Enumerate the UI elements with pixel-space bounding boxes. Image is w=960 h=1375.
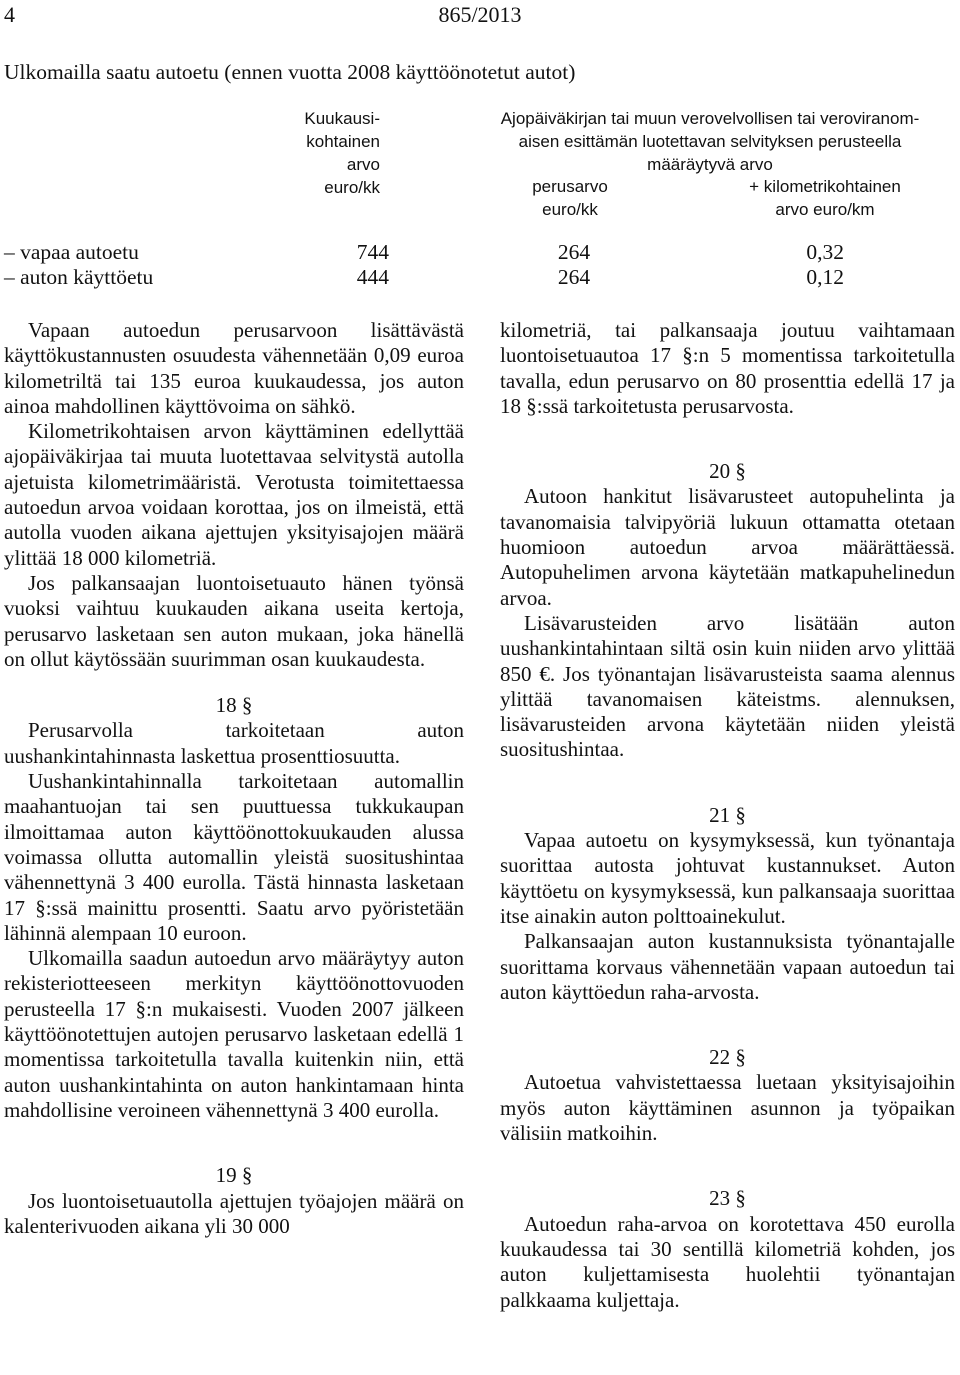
- section-heading-18: 18 §: [215, 693, 253, 718]
- header-per-km-value: + kilometrikohtainen arvo euro/km: [749, 177, 901, 219]
- page-number: 4: [4, 2, 15, 27]
- paragraph: Autoetua vahvistettaessa luetaan yksityisajoihin myös auton käyttäminen asunnon ja työpaikan välisiin matkoihin.: [500, 1070, 955, 1146]
- paragraph: Kilometrikohtaisen arvon käyttäminen edellyttää ajopäiväkirjaa tai muuta luotettavaa selvitystä autolla ajetuista kilometrimääristä. Verotusta toimitettaessa autoedun arvoa voidaan korottaa, jos on ilmeistä, että autolla vuoden aikana ajettujen yksityisajojen määrä ylittää 18 000 kilometriä.: [4, 419, 464, 570]
- paragraph: Ulkomailla saadun autoedun arvo määräytyy auton rekisteriotteeseen merkityn käyttöönottovuoden perusteella 17 §:n mukaisesti. Vuoden 2007 jälkeen käyttöönotettujen autojen perusarvo lasketaan edellä 1 momentissa tarkoitetulla tavalla kuitenkin niin, että auton uushankintahinta on auton hankintamaan hinta mahdollisine veroineen vähennettynä 3 400 eurolla.: [4, 946, 464, 1122]
- header-monthly-value: Kuukausi- kohtainen arvo euro/kk: [304, 109, 380, 197]
- left-column: [4, 318, 464, 1239]
- paragraph: Jos palkansaajan luontoisetuauto hänen työnsä vuoksi vaihtuu kuukauden aikana useita kertoja, perusarvo lasketaan sen auton mukaan, joka hänellä on ollut käytössään suurimman osan kuukaudesta.: [4, 570, 464, 671]
- table-caption: Ulkomailla saatu autoetu (ennen vuotta 2008 käyttöönotetut autot): [4, 60, 576, 84]
- header-logbook-value: Ajopäiväkirjan tai muun verovelvollisen tai veroviranom- aisen esittämän luotettavan selvityksen perusteella määräytyvä arvo: [500, 109, 920, 174]
- header-base-value: perusarvo euro/kk: [532, 177, 608, 219]
- table-row: – vapaa autoetu 744 264 0,32: [4, 240, 844, 264]
- section-heading-22: 22 §: [709, 1045, 746, 1070]
- section-heading-19: 19 §: [215, 1163, 253, 1188]
- section-heading-21: 21 §: [709, 802, 746, 827]
- document-number: 865/2013: [438, 2, 522, 27]
- paragraph: Vapaa autoetu on kysymyksessä, kun työnantaja suorittaa autosta johtuvat kustannukset. Auton käyttöetu on kysymyksessä, kun palkansaaja suorittaa itse ainakin auton polttoainekulut.: [500, 828, 955, 928]
- paragraph: Autoon hankitut lisävarusteet autopuhelinta ja tavanomaisia talvipyöriä lukuun ottamatta otetaan huomioon autoedun arvoa määrättäessä. Autopuhelimen arvona käytetään matkapuhelinedun arvoa.: [500, 484, 955, 610]
- paragraph: Lisävarusteiden arvo lisätään auton uushankintahintaan siltä osin kuin niiden arvo ylittää 850 €. Jos työnantajan lisävarusteista saama alennus ylittää tavanomaisen käteistms. alennuksen, lisävarusteiden arvona käytetään niiden yleistä suositushintaa.: [500, 610, 955, 762]
- paragraph: Palkansaajan auton kustannuksista työnantajalle suorittama korvaus vähennetään vapaan autoedun tai auton käyttöedun raha-arvosta.: [500, 929, 955, 1004]
- paragraph: kilometriä, tai palkansaaja joutuu vaihtamaan luontoisetuautoa 17 §:n 5 momentissa tarkoitetulla tavalla, edun perusarvo on 80 prosenttia edellä 17 ja 18 §:ssä tarkoitetusta perusarvosta.: [500, 318, 955, 418]
- right-column: [500, 318, 955, 1313]
- paragraph: Perusarvolla tarkoitetaan auton uushankintahinnasta laskettua prosenttiosuutta.: [4, 718, 464, 768]
- section-heading-23: 23 §: [709, 1186, 746, 1211]
- section-heading-20: 20 §: [709, 459, 746, 484]
- paragraph: Jos luontoisetuautolla ajettujen työajojen määrä on kalenterivuoden aikana yli 30 000: [4, 1188, 464, 1238]
- paragraph: Uushankintahinnalla tarkoitetaan automallin maahantuojan tai sen puuttuessa tukkukaupan ilmoittamaa auton käyttöönottokuukauden alussa voimassa ollutta automallin yleistä suositushintaa vähennettynä 3 400 eurolla. Tästä hinnasta lasketaan 17 §:ssä mainittu prosentti. Saatu arvo pyöristetään lähinnä alempaan 10 euroon.: [4, 769, 464, 945]
- paragraph: Vapaan autoedun perusarvoon lisättävästä käyttökustannusten osuudesta vähennetään 0,09 euroa kilometriltä tai 135 euroa kuukaudessa, jos auton ainoa mahdollinen käyttövoima on sähkö.: [4, 318, 464, 418]
- table-row: – auton käyttöetu 444 264 0,12: [4, 265, 844, 289]
- paragraph: Autoedun raha-arvoa on korotettava 450 eurolla kuukaudessa tai 30 sentillä kilometriä kohden, jos auton kuljettamisesta huolehtii työnantajan palkkaama kuljettaja.: [500, 1211, 955, 1312]
